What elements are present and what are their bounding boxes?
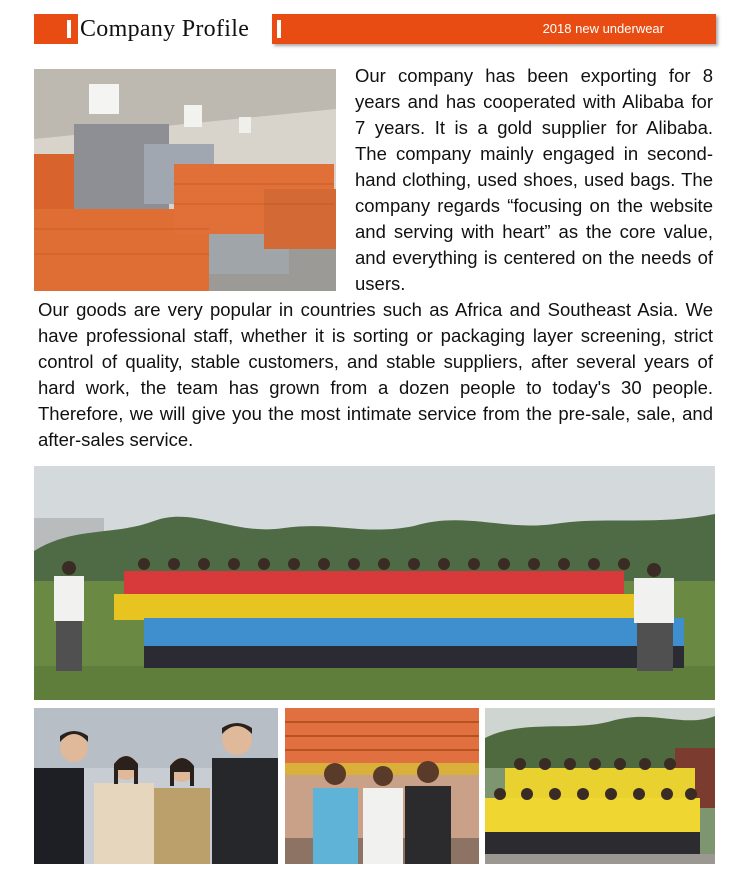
staff-team-photo (485, 708, 715, 864)
customer-visit-photo (285, 708, 479, 864)
intro-paragraph-2: Our goods are very popular in countries such as Africa and Southeast Asia. We have professional staff, whether it is sorting or packaging layer screening, strict control of quality, stable customers, and stable suppliers, after several years of hard work, the team has grown from a dozen people to today's 30 people. Therefore, we will give you the most intimate service from the pre-sale, sale, and after-sales service. (38, 299, 713, 450)
header-subtitle: 2018 new underwear (542, 21, 664, 36)
header-divider-bar (277, 20, 281, 38)
meeting-photo-four-people (34, 708, 278, 864)
warehouse-photo (34, 69, 336, 291)
header-divider-bar (67, 20, 71, 38)
intro-paragraph-1: Our company has been exporting for 8 years and has cooperated with Alibaba for 7 years. It is a gold supplier for Alibaba. The company mainly engaged in second-hand clothing, used shoes, used bags. The company regards “focusing on the website and serving with heart” as the core value, and everything is centered on the needs of users. (355, 65, 713, 294)
header-accent-block (34, 14, 78, 44)
header-right-banner (272, 14, 716, 44)
team-group-photo (34, 466, 715, 700)
page-title: Company Profile (80, 16, 250, 42)
